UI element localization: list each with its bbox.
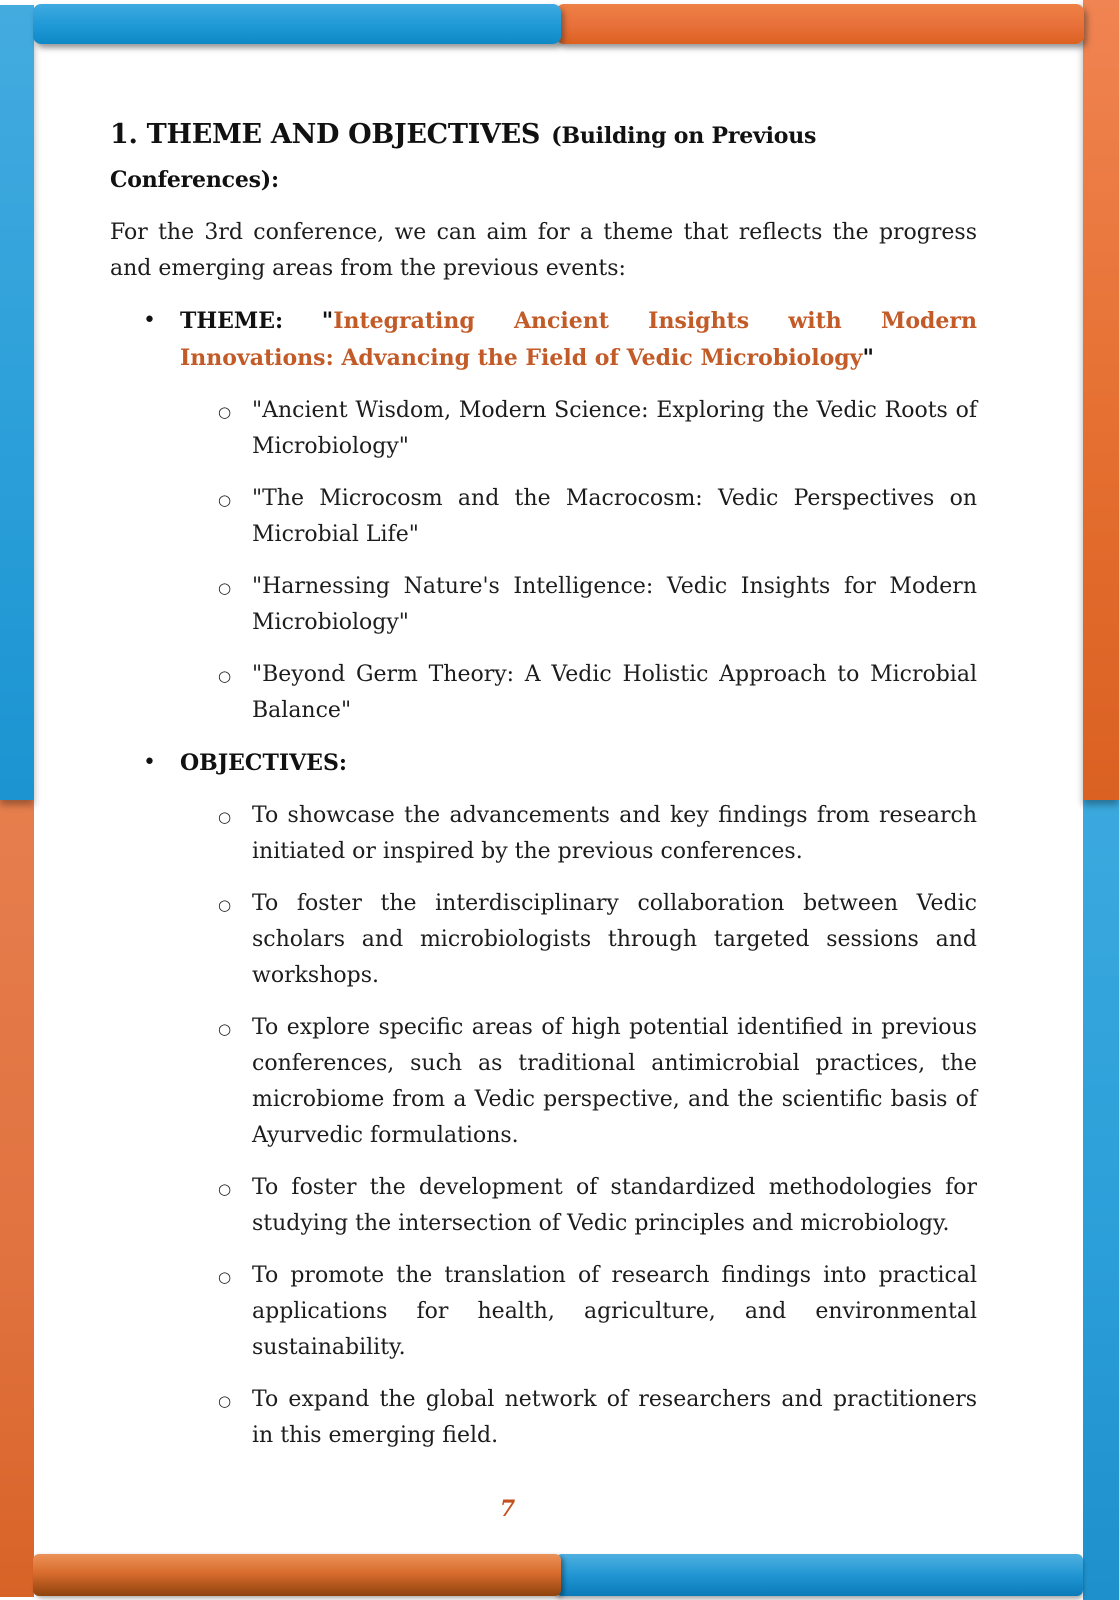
theme-label: THEME:	[180, 308, 284, 334]
theme-line	[180, 303, 977, 377]
subtheme-text: "The Microcosm and the Macrocosm: Vedic Perspectives on Microbial Life"	[252, 486, 977, 547]
frame-left-bar-blue	[0, 5, 34, 800]
subtheme-item	[180, 569, 977, 641]
objective-text: To foster the development of standardized methodologies for studying the intersection of Vedic principles and microbiology.	[252, 1175, 977, 1236]
objective-item	[180, 1170, 977, 1242]
frame-right-bar-orange	[1083, 0, 1119, 800]
frame-bottom-bar-blue	[556, 1554, 1083, 1596]
page-title-sub: (Building on Previous Conferences):	[110, 123, 817, 193]
frame-top-bar-orange	[556, 4, 1084, 44]
objectives-label: OBJECTIVES:	[180, 750, 347, 776]
intro-paragraph: For the 3rd conference, we can aim for a theme that reflects the progress and emerging areas from the previous events:	[110, 220, 977, 281]
objectives-list-item	[110, 745, 977, 1454]
bullet-circle-icon: ○	[218, 896, 232, 914]
page-title	[110, 112, 977, 200]
subtheme-list	[180, 393, 977, 729]
bullet-circle-icon: ○	[218, 1392, 232, 1410]
top-level-list	[110, 303, 977, 1454]
frame-left-bar-orange	[0, 800, 34, 1597]
page-title-main: 1. THEME AND OBJECTIVES	[110, 119, 541, 150]
objectives-list	[180, 798, 977, 1454]
subtheme-item	[180, 481, 977, 553]
theme-title: Integrating Ancient Insights with Modern Innovations: Advancing the Field of Vedic Microbiology	[180, 308, 977, 371]
objective-text: To explore specific areas of high potential identified in previous conferences, such as traditional antimicrobial practices, the microbiome from a Vedic perspective, and the scientific basis of Ayurvedic formulations.	[252, 1015, 977, 1148]
frame-bottom-bar-orange	[33, 1554, 561, 1596]
theme-list-item	[110, 303, 977, 729]
objective-item	[180, 1258, 977, 1366]
bullet-circle-icon: ○	[218, 491, 232, 509]
theme-open-quote: "	[321, 308, 334, 334]
subtheme-text: "Beyond Germ Theory: A Vedic Holistic Approach to Microbial Balance"	[252, 662, 977, 723]
subtheme-text: "Ancient Wisdom, Modern Science: Exploring the Vedic Roots of Microbiology"	[252, 398, 977, 459]
frame-top-bar-blue	[33, 4, 561, 44]
objective-item	[180, 1382, 977, 1454]
objectives-line	[180, 745, 977, 782]
bullet-circle-icon: ○	[218, 1020, 232, 1038]
bullet-dot-icon: •	[143, 750, 156, 775]
content-area	[36, 0, 1083, 1600]
objective-text: To promote the translation of research findings into practical applications for health, agriculture, and environmental sustainability.	[252, 1263, 977, 1360]
frame-right-bar-blue	[1083, 800, 1119, 1600]
objective-text: To expand the global network of researchers and practitioners in this emerging field.	[252, 1387, 977, 1448]
objective-text: To foster the interdisciplinary collaboration between Vedic scholars and microbiologists through targeted sessions and workshops.	[252, 891, 977, 988]
bullet-circle-icon: ○	[218, 667, 232, 685]
page-number: 7	[499, 1496, 516, 1522]
subtheme-item	[180, 393, 977, 465]
theme-close-quote: "	[862, 345, 874, 371]
objective-item	[180, 798, 977, 870]
bullet-circle-icon: ○	[218, 808, 232, 826]
objective-text: To showcase the advancements and key findings from research initiated or inspired by the previous conferences.	[252, 803, 977, 864]
bullet-circle-icon: ○	[218, 579, 232, 597]
objective-item	[180, 886, 977, 994]
bullet-circle-icon: ○	[218, 1268, 232, 1286]
subtheme-text: "Harnessing Nature's Intelligence: Vedic Insights for Modern Microbiology"	[252, 574, 977, 635]
objective-item	[180, 1010, 977, 1154]
bullet-circle-icon: ○	[218, 1180, 232, 1198]
bullet-circle-icon: ○	[218, 403, 232, 421]
bullet-dot-icon: •	[143, 308, 156, 333]
subtheme-item	[180, 657, 977, 729]
